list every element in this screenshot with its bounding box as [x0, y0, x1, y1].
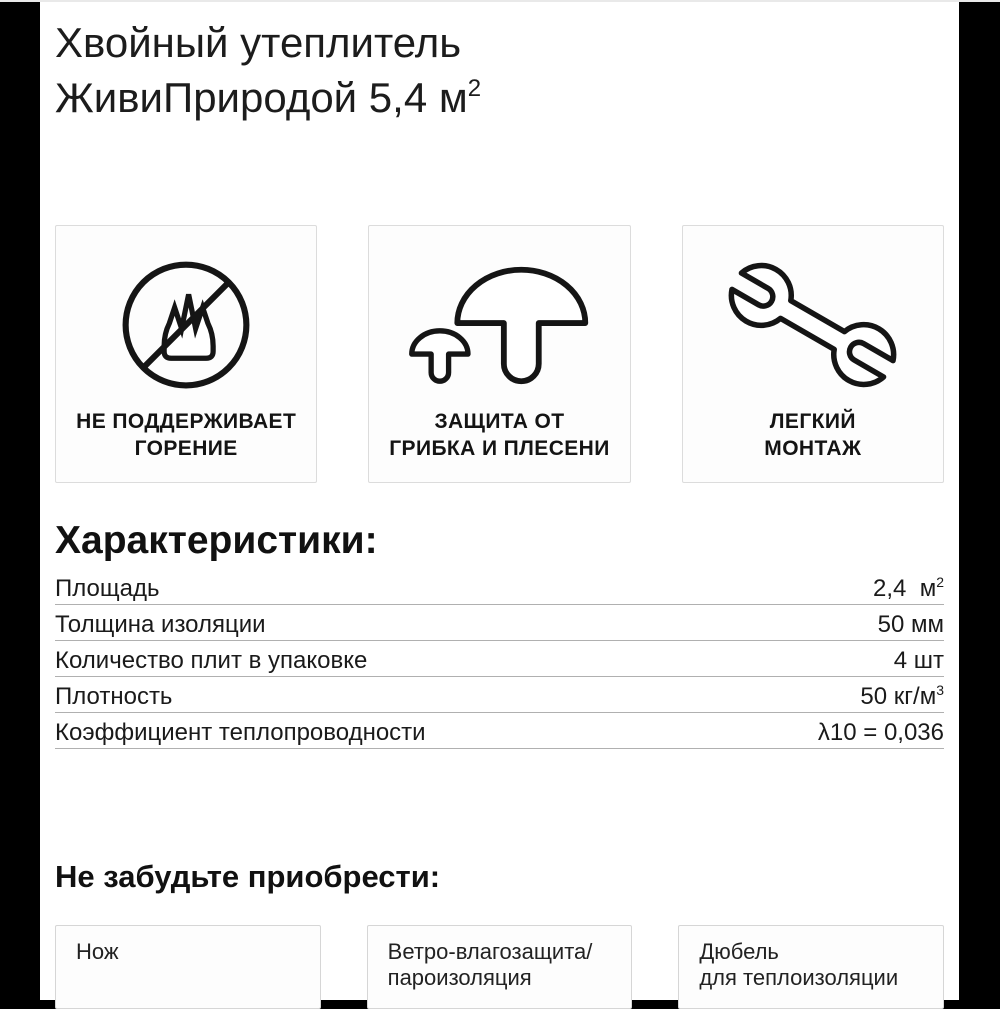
upsell-heading: Не забудьте приобрести:: [55, 859, 441, 894]
feature-label: НЕ ПОДДЕРЖИВАЕТ ГОРЕНИЕ: [76, 410, 297, 460]
product-title: [55, 0, 944, 121]
upsell-item-insulation-dowel: Дюбель для теплоизоляции: [678, 925, 944, 1009]
row-value: 2,4 $м^2$: [873, 574, 944, 602]
table-row: [55, 569, 944, 605]
feature-box-anti-fungus: [368, 225, 630, 483]
feature-label: ЛЕГКИЙ МОНТАЖ: [764, 410, 862, 460]
product-title-line1: Хвойный утеплитель: [55, 19, 462, 66]
table-row: [55, 605, 944, 641]
row-value: λ10 = 0,036: [817, 719, 944, 746]
row-label: Плотность: [55, 683, 173, 710]
top-divider: [0, 0, 1000, 2]
feature-box-easy-install: [682, 225, 944, 483]
upsell-item-windproof-membrane: Ветро-влагозащита/ пароизоляция: [367, 925, 633, 1009]
upsell-item-knife: Нож: [55, 925, 321, 1009]
mushrooms-icon: [404, 261, 594, 389]
no-fire-icon: [116, 255, 256, 395]
content-panel: [40, 0, 959, 1000]
feature-label: ЗАЩИТА ОТ ГРИБКА И ПЛЕСЕНИ: [389, 410, 610, 460]
product-title-superscript: 2: [467, 75, 482, 102]
table-row: [55, 677, 944, 713]
row-label: Коэффициент теплопроводности: [55, 719, 426, 746]
feature-badges: [55, 225, 944, 483]
row-label: Толщина изоляции: [55, 611, 266, 638]
row-value: 4 шт: [893, 647, 944, 674]
wrench-icon: [710, 246, 915, 404]
row-value: 50 $кг/м^3$: [860, 682, 944, 710]
table-row: [55, 713, 944, 749]
table-row: [55, 641, 944, 677]
feature-box-no-fire: [55, 225, 317, 483]
product-title-line2: ЖивиПриродой 5,4 м: [55, 74, 468, 121]
characteristics-heading: Характеристики:: [55, 519, 378, 562]
row-label: Площадь: [55, 575, 160, 602]
row-label: Количество плит в упаковке: [55, 647, 368, 674]
characteristics-table: [55, 569, 944, 749]
row-value: 50 мм: [877, 611, 944, 638]
upsell-items: [55, 925, 944, 1009]
